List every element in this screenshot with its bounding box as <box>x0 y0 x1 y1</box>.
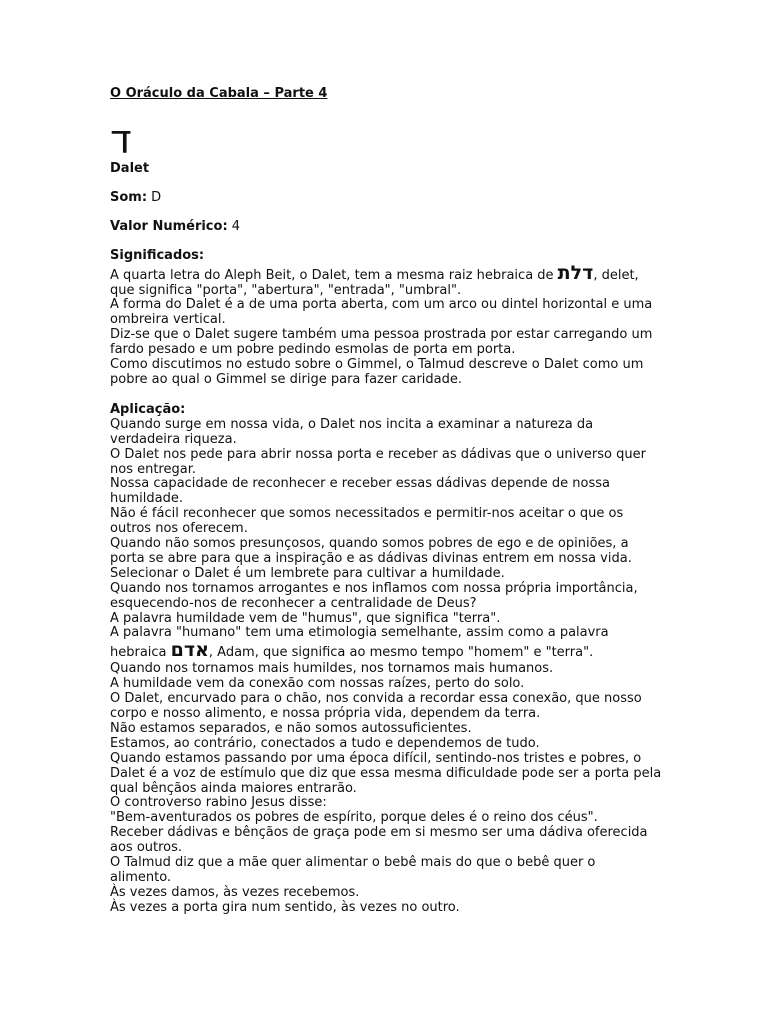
text-line: esquecendo-nos de reconhecer a centralidade de Deus? <box>110 595 477 611</box>
aplicacao-body-b <box>110 662 688 915</box>
text-line: Não estamos separados, e não somos autossuficientes. <box>110 720 472 736</box>
dalet-letter-glyph: ד <box>110 117 132 163</box>
text-line: "Bem-aventurados os pobres de espírito, porque deles é o reino dos céus". <box>110 810 598 826</box>
text-line: Quando nos tornamos mais humildes, nos tornamos mais humanos. <box>110 661 554 677</box>
significados-body <box>110 284 688 388</box>
document-title: O Oráculo da Cabala – Parte 4 <box>110 86 328 101</box>
text-line: Quando estamos passando por uma época difícil, sentindo-nos tristes e pobres, o <box>110 750 642 766</box>
text-line: outros nos oferecem. <box>110 521 248 537</box>
text-line: alimento. <box>110 869 172 885</box>
valor-label: Valor Numérico: <box>110 218 228 234</box>
text-line: Nossa capacidade de reconhecer e receber essas dádivas depende de nossa <box>110 476 610 492</box>
hebrew-word-delet: דלת <box>557 261 594 284</box>
text-line: A palavra "humano" tem uma etimologia semelhante, assim como a palavra <box>110 625 609 641</box>
significados-text-after: , delet, <box>593 267 639 283</box>
text-line: A forma do Dalet é a de uma porta aberta, com um arco ou dintel horizontal e uma <box>110 297 653 313</box>
text-line: Dalet é a voz de estímulo que diz que essa mesma dificuldade pode ser a porta pela <box>110 765 662 781</box>
hebraica-before: hebraica <box>110 645 171 661</box>
text-line: O Dalet, encurvado para o chão, nos convida a recordar essa conexão, que nosso <box>110 691 642 707</box>
significados-first-line <box>110 261 688 284</box>
text-line: pobre ao qual o Gimmel se dirige para fazer caridade. <box>110 371 463 387</box>
significados-heading: Significados: <box>110 247 205 263</box>
hebraica-after: , Adam, que significa ao mesmo tempo "homem" e "terra". <box>208 645 594 661</box>
text-line: Às vezes a porta gira num sentido, às vezes no outro. <box>110 899 460 915</box>
som-value: D <box>147 189 162 205</box>
text-line: fardo pesado e um pobre pedindo esmolas de porta em porta. <box>110 342 516 358</box>
text-line: corpo e nosso alimento, e nossa própria vida, dependem da terra. <box>110 706 541 721</box>
significados-text-before: A quarta letra do Aleph Beit, o Dalet, tem a mesma raiz hebraica de <box>110 267 558 283</box>
valor-line <box>110 220 688 235</box>
text-line: O controverso rabino Jesus disse: <box>110 795 327 811</box>
aplicacao-body-a <box>110 418 688 642</box>
text-line: O Talmud diz que a mãe quer alimentar o bebê mais do que o bebê quer o <box>110 855 596 871</box>
letter-name: Dalet <box>110 161 150 176</box>
text-line: A palavra humildade vem de "humus", que significa "terra". <box>110 610 501 626</box>
text-line: qual bênçãos ainda maiores entrarão. <box>110 780 357 796</box>
text-line: Como discutimos no estudo sobre o Gimmel, o Talmud descreve o Dalet como um <box>110 357 644 373</box>
text-line: que significa "porta", "abertura", "entrada", "umbral". <box>110 282 462 298</box>
som-line <box>110 191 688 206</box>
text-line: A humildade vem da conexão com nossas raízes, perto do solo. <box>110 676 525 692</box>
text-line: aos outros. <box>110 840 183 856</box>
text-line: Quando não somos presunçosos, quando somos pobres de ego e de opiniões, a <box>110 536 629 552</box>
text-line: Quando nos tornamos arrogantes e nos inflamos com nossa própria importância, <box>110 580 638 596</box>
text-line: porta se abre para que a inspiração e as dádivas divinas entrem em nossa vida. <box>110 550 632 566</box>
aplicacao-heading: Aplicação: <box>110 401 186 417</box>
hebrew-word-adam: אדם <box>170 639 209 662</box>
text-line: verdadeira riqueza. <box>110 431 237 447</box>
text-line: Às vezes damos, às vezes recebemos. <box>110 884 360 900</box>
text-line: Estamos, ao contrário, conectados a tudo e dependemos de tudo. <box>110 735 540 751</box>
text-line: nos entregar. <box>110 461 196 477</box>
text-line: humildade. <box>110 491 183 507</box>
text-line: Selecionar o Dalet é um lembrete para cultivar a humildade. <box>110 565 505 581</box>
text-line: O Dalet nos pede para abrir nossa porta e receber as dádivas que o universo quer <box>110 446 646 462</box>
text-line: Não é fácil reconhecer que somos necessitados e permitir-nos aceitar o que os <box>110 506 624 522</box>
text-line: Receber dádivas e bênçãos de graça pode em si mesmo ser uma dádiva oferecida <box>110 825 648 841</box>
text-line: Diz-se que o Dalet sugere também uma pessoa prostrada por estar carregando um <box>110 327 653 343</box>
som-label: Som: <box>110 189 148 205</box>
hebraica-line <box>110 639 688 662</box>
text-line: ombreira vertical. <box>110 312 226 328</box>
valor-value: 4 <box>227 218 241 234</box>
text-line: Quando surge em nossa vida, o Dalet nos incita a examinar a natureza da <box>110 416 594 432</box>
